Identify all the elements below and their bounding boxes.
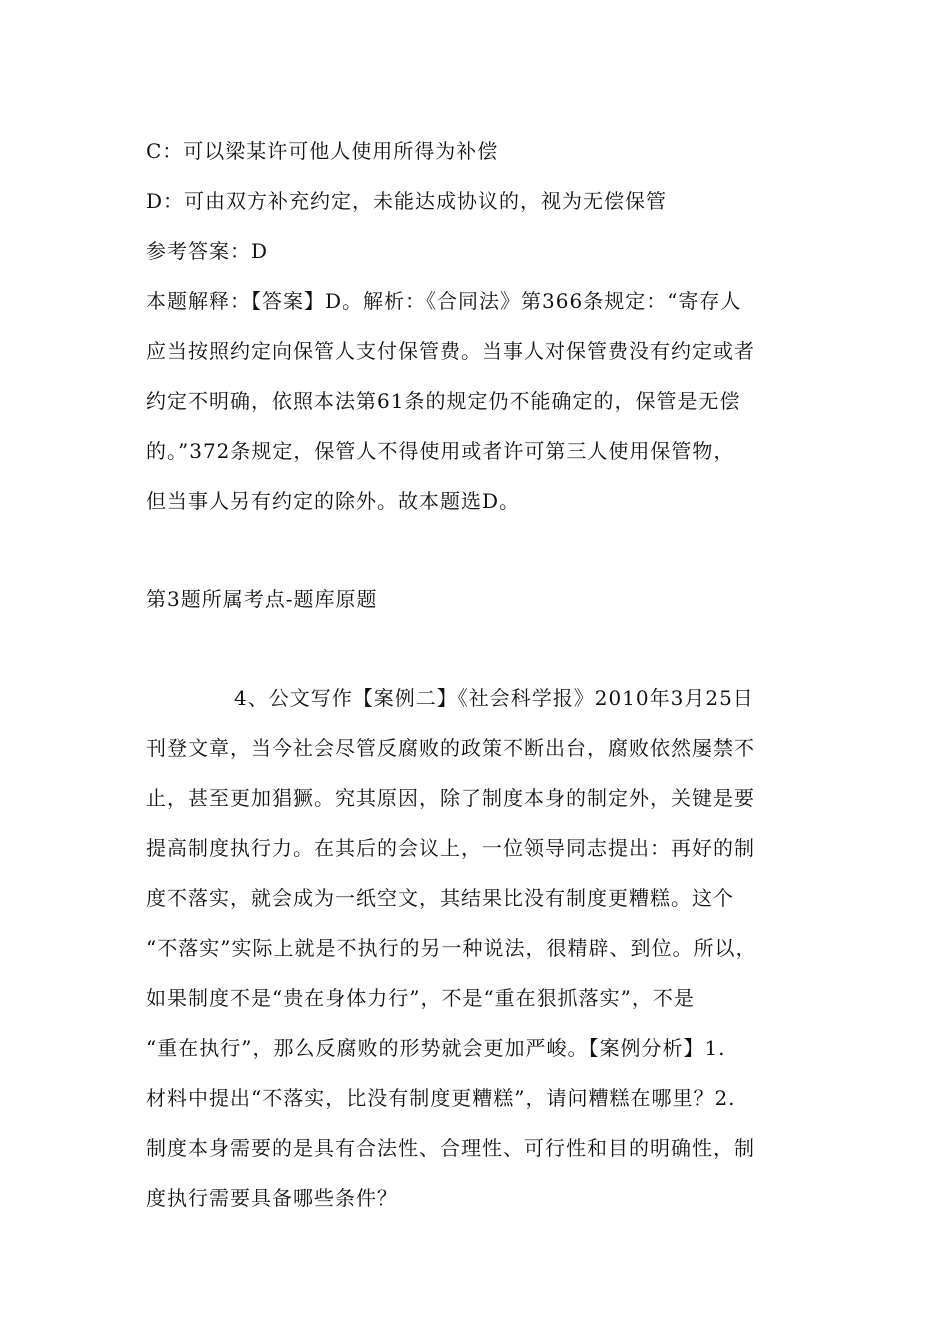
question-4 (146, 673, 810, 1223)
explanation-line: 的。”372条规定，保管人不得使用或者许可第三人使用保管物， (146, 439, 735, 463)
question-4-line: 刊登文章，当今社会尽管反腐败的政策不断出台，腐败依然屡禁不 (146, 736, 755, 760)
explanation-line: 约定不明确，依照本法第61条的规定仍不能确定的，保管是无偿 (146, 389, 741, 413)
question-4-line: 如果制度不是“贵在身体力行”，不是“重在狠抓落实”，不是 (146, 986, 695, 1010)
question-4-line: 度不落实，就会成为一纸空文，其结果比没有制度更糟糕。这个 (146, 886, 734, 910)
option-c: C：可以梁某许可他人使用所得为补偿 (146, 139, 499, 163)
topic-note: 第3题所属考点-题库原题 (146, 587, 378, 611)
question-2-options (146, 126, 810, 526)
explanation-line: 但当事人另有约定的除外。故本题选D。 (146, 489, 521, 513)
question-3-note (146, 574, 810, 624)
explanation-line: 本题解释：【答案】D。解析：《合同法》第366条规定：“寄存人 (146, 289, 742, 313)
question-4-line: “重在执行”，那么反腐败的形势就会更加严峻。【案例分析】1. (146, 1036, 726, 1060)
option-d: D：可由双方补充约定，未能达成协议的，视为无偿保管 (146, 189, 668, 213)
question-4-line: 材料中提出“不落实，比没有制度更糟糕”，请问糟糕在哪里？2. (146, 1086, 736, 1110)
question-4-line: 度执行需要具备哪些条件？ (146, 1186, 398, 1210)
question-4-line: 制度本身需要的是具有合法性、合理性、可行性和目的明确性，制 (146, 1136, 755, 1160)
question-4-line: 4、公文写作【案例二】《社会科学报》2010年3月25日 (234, 686, 754, 710)
question-4-line: “不落实”实际上就是不执行的另一种说法，很精辟、到位。所以， (146, 936, 757, 960)
question-4-line: 止，甚至更加猖獗。究其原因，除了制度本身的制定外，关键是要 (146, 786, 755, 810)
explanation-line: 应当按照约定向保管人支付保管费。当事人对保管费没有约定或者 (146, 339, 755, 363)
reference-answer: 参考答案：D (146, 239, 269, 263)
question-4-line: 提高制度执行力。在其后的会议上，一位领导同志提出：再好的制 (146, 836, 755, 860)
